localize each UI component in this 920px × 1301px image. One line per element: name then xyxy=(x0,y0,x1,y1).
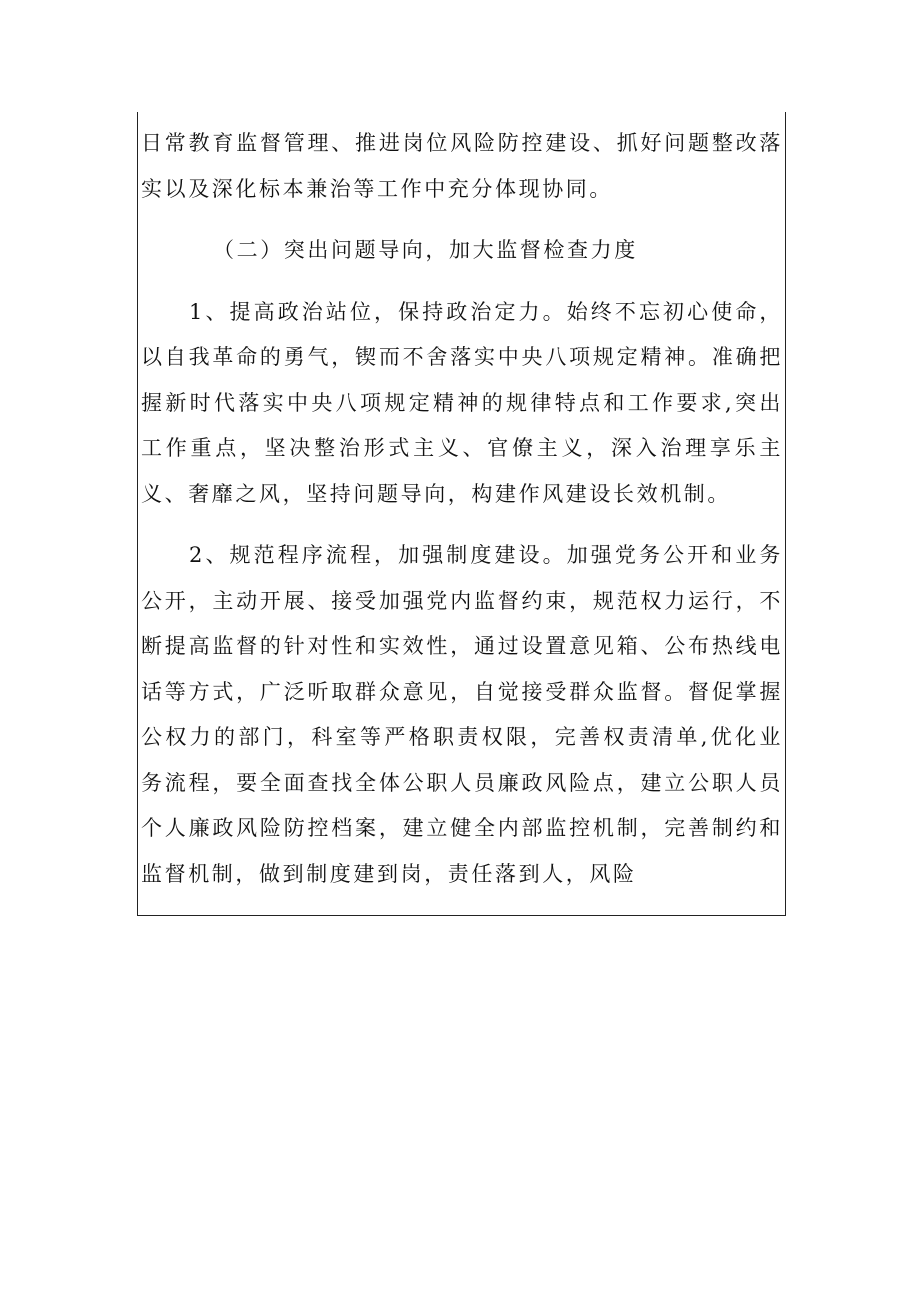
continued-paragraph: 日常教育监督管理、推进岗位风险防控建设、抓好问题整改落实以及深化标本兼治等工作中充分体现协同。 xyxy=(141,131,783,201)
paragraph-procedure-system: 2、规范程序流程，加强制度建设。加强党务公开和业务公开，主动开展、接受加强党内监督约束，规范权力运行，不断提高监督的针对性和实效性，通过设置意见箱、公布热线电话等方式，广泛听取群众意见，自觉接受群众监督。督促掌握公权力的部门，科室等严格职责权限，完善权责清单,优化业务流程，要全面查找全体公职人员廉政风险点，建立公职人员个人廉政风险防控档案，建立健全内部监控机制，完善制约和监督机制，做到制度建到岗，责任落到人，风险 xyxy=(141,543,783,886)
paragraph-gap xyxy=(141,517,783,533)
section-heading: （二）突出问题导向，加大监督检查力度 xyxy=(213,238,638,262)
document-frame xyxy=(137,112,786,916)
document-body xyxy=(138,121,783,897)
paragraph-political-stance: 1、提高政治站位，保持政治定力。始终不忘初心使命，以自我革命的勇气，锲而不舍落实中央八项规定精神。准确把握新时代落实中央八项规定精神的规律特点和工作要求,突出工作重点，坚决整治形式主义、官僚主义，深入治理享乐主义、奢靡之风，坚持问题导向，构建作风建设长效机制。 xyxy=(141,299,783,506)
